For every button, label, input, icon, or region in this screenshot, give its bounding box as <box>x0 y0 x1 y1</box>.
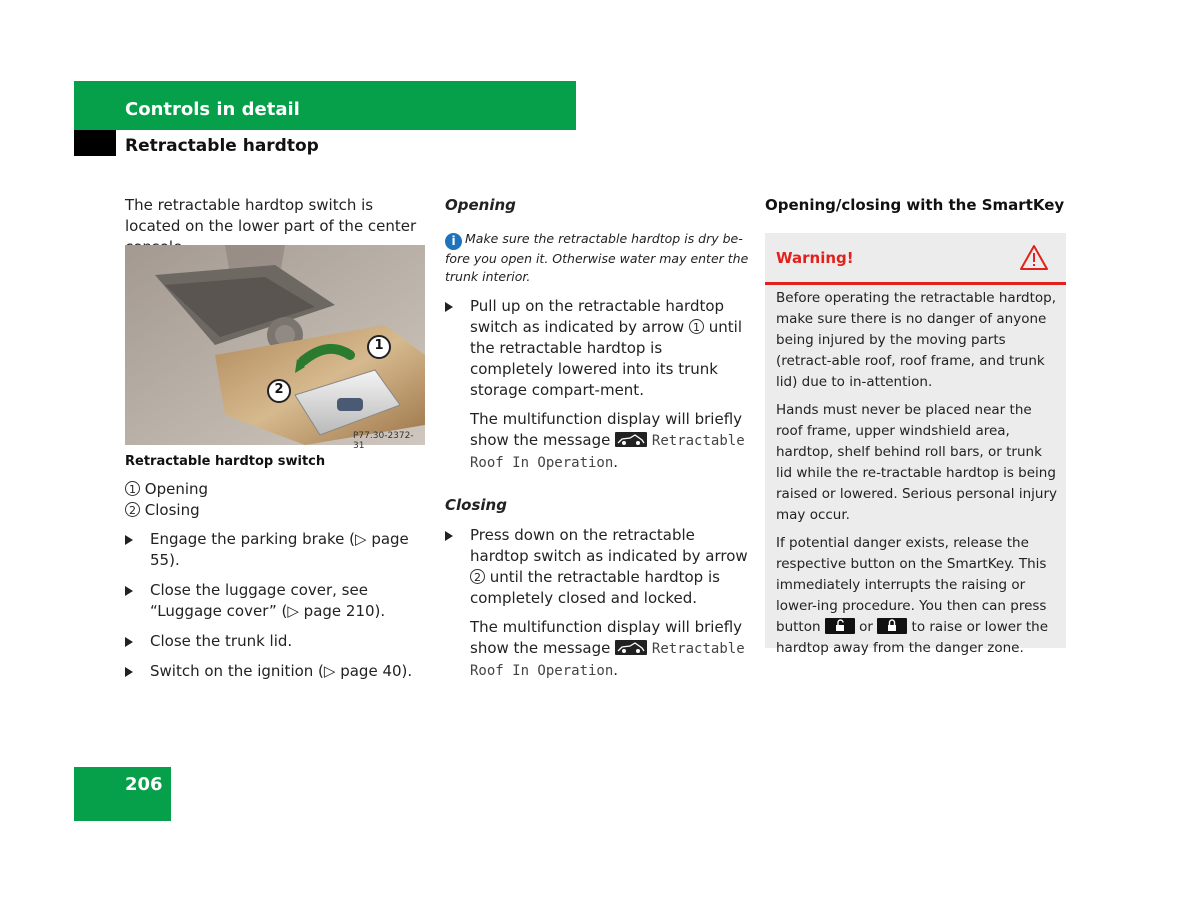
photo-callout-1: 1 <box>374 338 384 353</box>
opening-heading: Opening <box>445 196 516 214</box>
warning-title: Warning! <box>776 249 854 267</box>
warning-divider <box>765 282 1066 285</box>
intro-paragraph: The retractable hardtop switch is located on the lower part of the center <box>125 196 417 235</box>
step-text: Close the trunk lid. <box>150 632 293 650</box>
section-title: Controls in detail <box>125 99 300 120</box>
step-text: Press down on the retractable hardtop switch as indicated by arrow <box>470 526 748 565</box>
bullet-arrow-icon <box>125 535 133 545</box>
warning-paragraph: Before operating the retractable hardtop, make sure there is no danger of anyone being injured by the moving parts (retract-able roof, roof frame, and trunk lid) due to in-attention. <box>776 290 1056 390</box>
closing-step <box>445 525 750 682</box>
paragraph-text: The multifunction display will briefly show the message <box>470 410 743 449</box>
info-note <box>445 230 750 286</box>
list-item <box>445 296 750 401</box>
bullet-arrow-icon <box>125 586 133 596</box>
legend-label: Closing <box>144 501 200 519</box>
warning-paragraph: Hands must never be placed near the roof frame, upper windshield area, hardtop, shelf behind roll bars, or trunk lid while the re-tractable hardtop is being raised or lowered. Serious personal injury may occur. <box>776 402 1058 523</box>
bullet-arrow-icon <box>445 531 453 541</box>
opening-step <box>445 296 750 474</box>
step-text: until the retractable hardtop is completely lowered into its trunk storage compart-ment. <box>470 318 742 399</box>
info-icon: i <box>445 233 462 250</box>
step-text: Engage the parking brake (▷ page 55). <box>150 530 409 569</box>
legend-label: Opening <box>144 480 209 498</box>
warning-paragraph <box>776 533 1059 659</box>
bullet-arrow-icon <box>125 667 133 677</box>
photo-caption: Retractable hardtop switch <box>125 454 326 469</box>
header-black-marker <box>74 130 116 156</box>
step-text: Switch on the ignition (▷ page 40). <box>150 662 413 680</box>
list-item <box>125 529 425 571</box>
warning-triangle-icon <box>1019 244 1049 275</box>
page-number: 206 <box>125 774 163 795</box>
display-message: Retractable Roof In Operation <box>470 433 745 471</box>
subsection-title: Retractable hardtop <box>125 136 319 156</box>
lock-icon <box>877 618 907 634</box>
closing-heading: Closing <box>445 496 507 514</box>
list-item <box>125 580 425 622</box>
paragraph-text: or <box>859 619 873 635</box>
info-note-text: Make sure the retractable hardtop is dry be-fore you open it. Otherwise water may enter the trunk interior. <box>445 231 749 284</box>
photo-callout-2: 2 <box>274 382 284 397</box>
display-message-paragraph: The multifunction display will briefly show the message Retractable Roof In Operation. <box>470 410 745 471</box>
display-message: Retractable Roof In Operation <box>470 641 745 679</box>
number-badge: 1 <box>689 319 704 334</box>
paragraph-text: The multifunction display will briefly show the message <box>470 618 743 657</box>
step-text: Close the luggage cover, see “Luggage cover” (▷ page 210). <box>150 581 386 620</box>
list-item <box>125 661 425 682</box>
convertible-car-icon <box>615 432 647 447</box>
bullet-arrow-icon <box>445 302 453 312</box>
photo-reference-code: P77.30-2372-31 <box>353 431 414 451</box>
convertible-car-icon <box>615 640 647 655</box>
paragraph-text: to raise or lower the hardtop away from the danger zone. <box>776 619 1049 656</box>
number-badge: 2 <box>125 502 140 517</box>
number-badge: 2 <box>470 569 485 584</box>
list-item <box>125 631 425 652</box>
legend-item <box>125 500 425 521</box>
smartkey-heading: Opening/closing with the SmartKey <box>765 196 1065 214</box>
list-item <box>445 525 750 609</box>
display-message-paragraph: The multifunction display will briefly show the message Retractable Roof In Operation. <box>470 618 745 679</box>
hardtop-switch-photo <box>125 245 425 451</box>
legend-list <box>125 479 425 521</box>
warning-body <box>776 288 1059 659</box>
number-badge: 1 <box>125 481 140 496</box>
step-text: until the retractable hardtop is completely closed and locked. <box>470 568 720 607</box>
legend-item <box>125 479 425 500</box>
paragraph-text: If potential danger exists, release the respective button on the SmartKey. This immediately interrupts the raising or lower-ing procedure. You then can press button <box>776 535 1047 635</box>
unlock-icon <box>825 618 855 634</box>
bullet-arrow-icon <box>125 637 133 647</box>
step-text: Pull up on the retractable hardtop switch as indicated by arrow <box>470 297 725 336</box>
steps-list <box>125 529 425 682</box>
